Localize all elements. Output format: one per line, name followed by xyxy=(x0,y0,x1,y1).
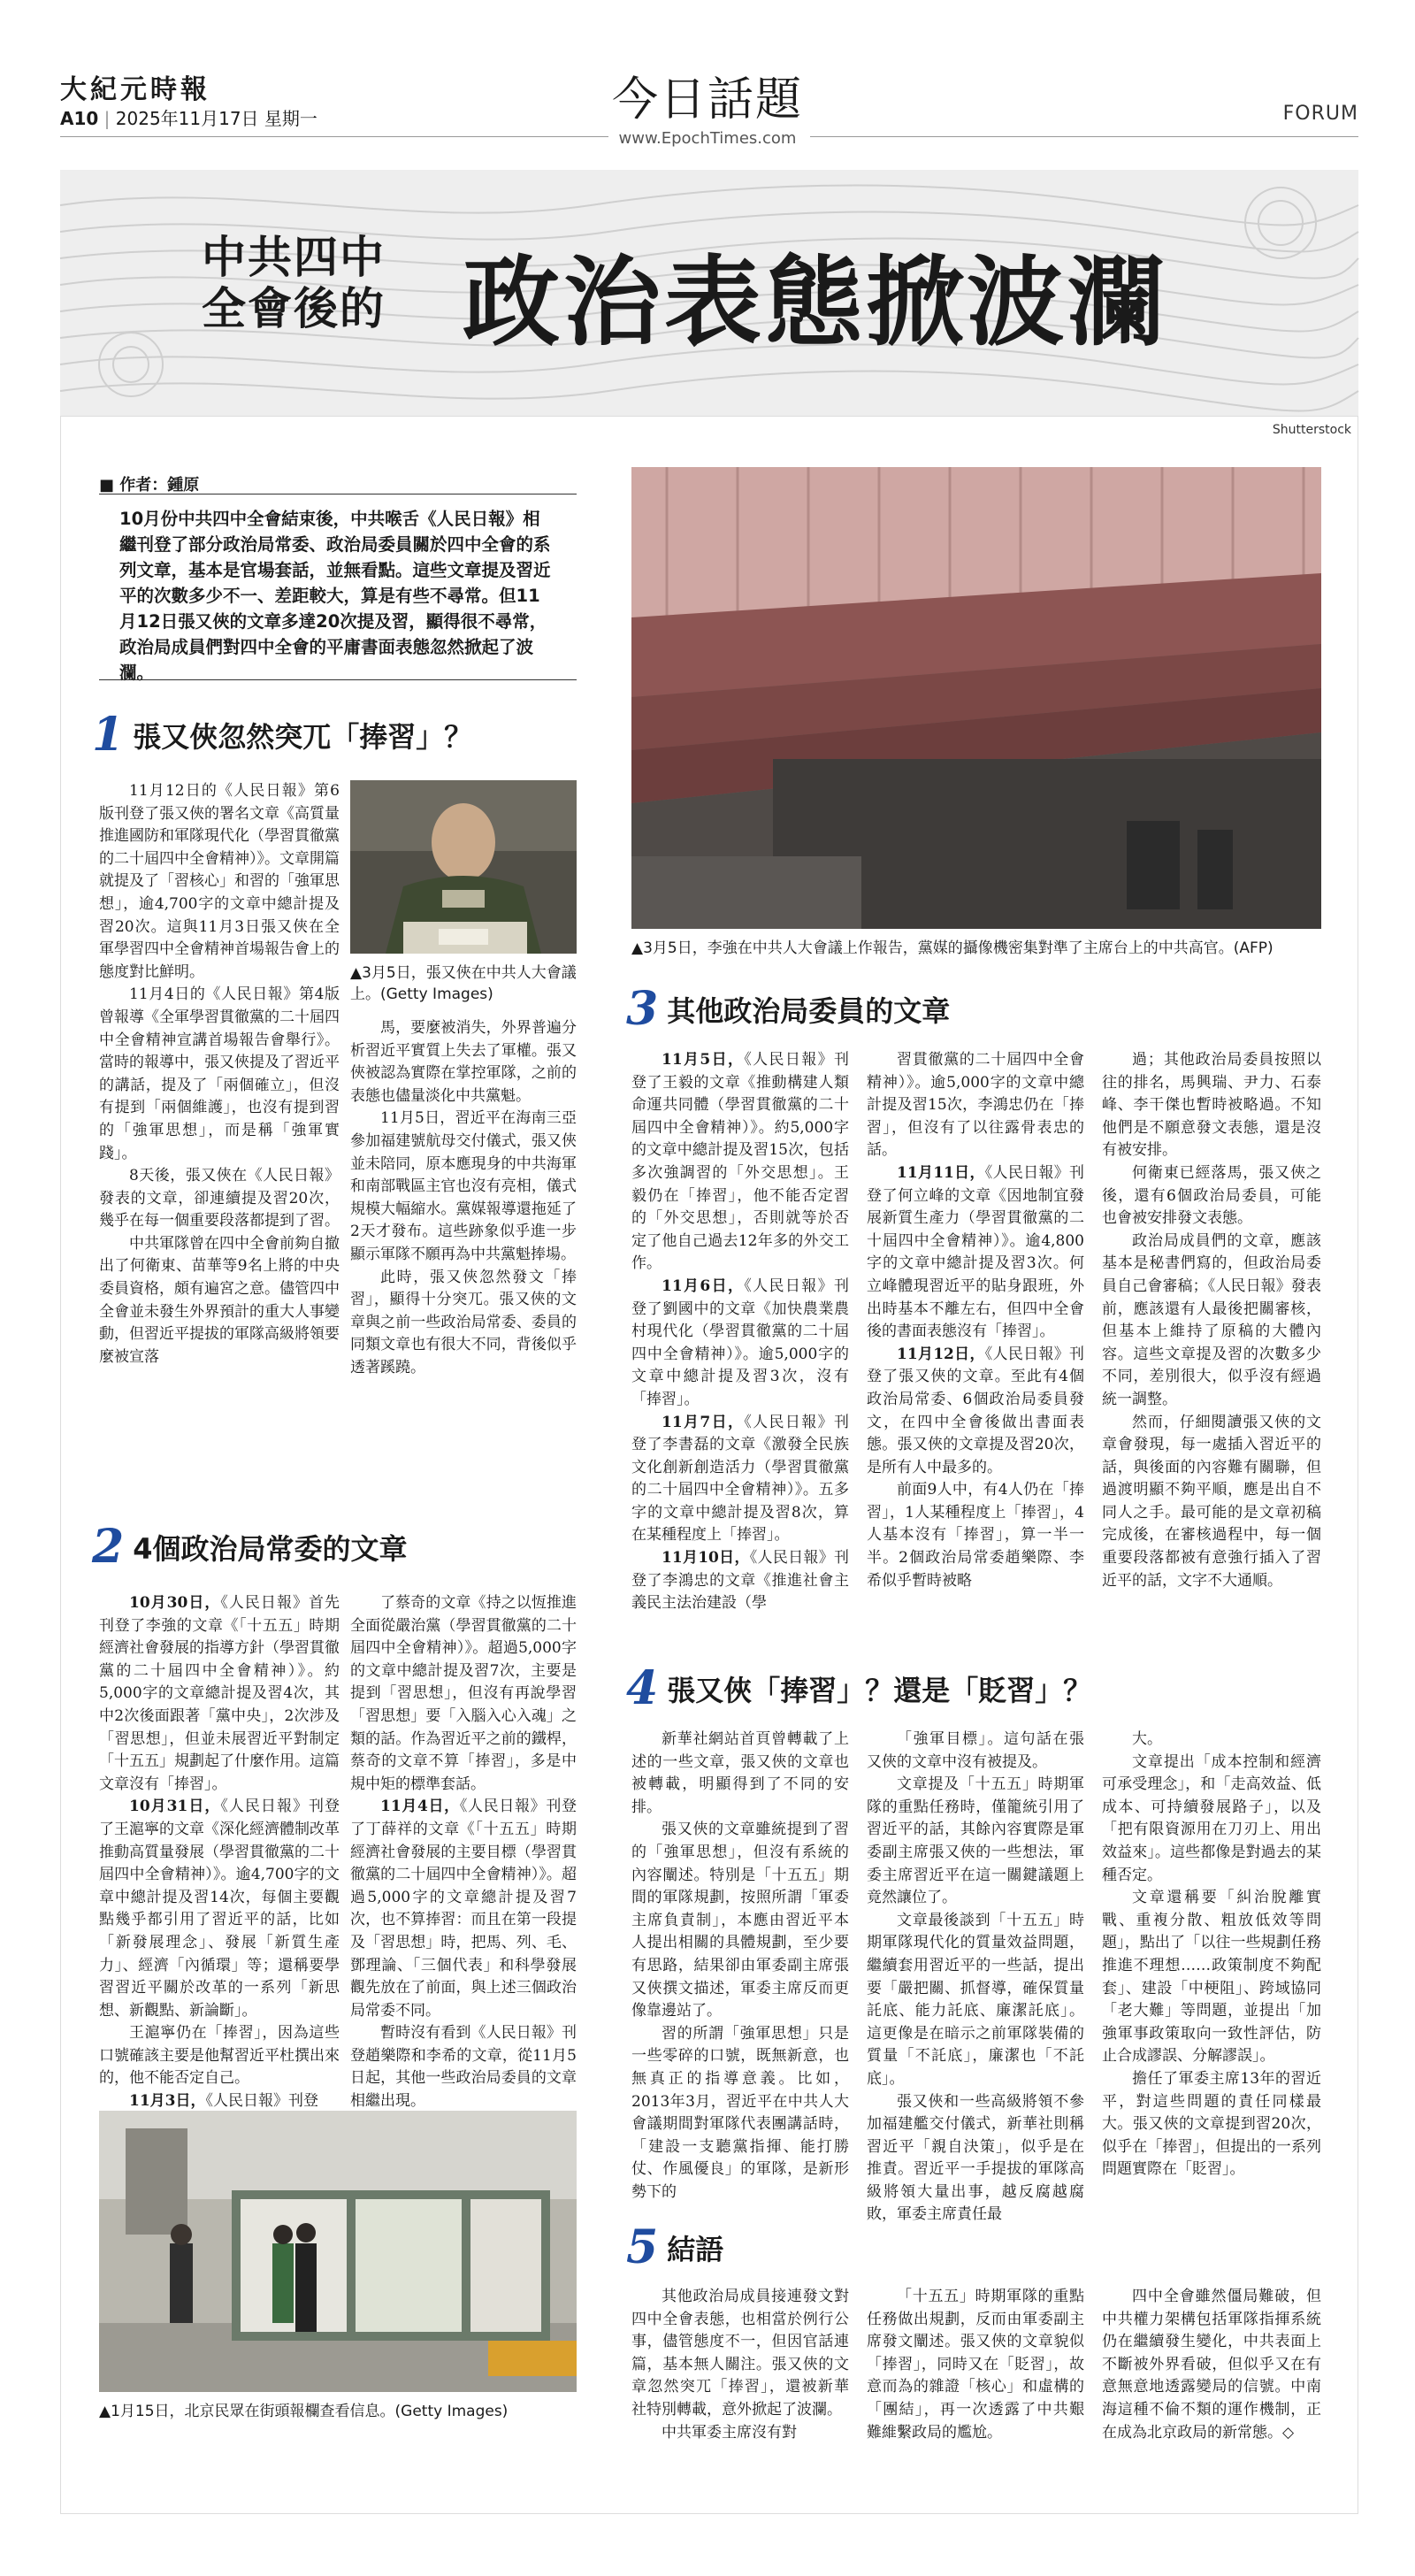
banner-credit: Shutterstock xyxy=(1272,423,1351,437)
paragraph: 前面9人中，有4人仍在「捧習」，1人某種程度上「捧習」，4人基本沒有「捧習」，算一半一半。2個政治局常委趙樂際、李希似乎暫時被略 xyxy=(867,1481,1084,1590)
paragraph: 其他政治局成員接連發文對四中全會表態，也相當於例行公事，儘管態度不一，但因官話連篇，基本無人關注。張又俠的文章忽然突兀「捧習」，還被新華社特別轉載，意外掀起了波瀾。 xyxy=(631,2288,849,2419)
section-1-title: 張又俠忽然突兀「捧習」？ xyxy=(133,720,473,754)
paragraph: 何衛東已經落馬，張又俠之後，還有6個政治局委員，可能也會被安排發文表態。 xyxy=(1102,1163,1321,1228)
photo-news-board xyxy=(99,2111,577,2392)
section-label-forum: FORUM xyxy=(1282,103,1358,125)
section-5-column-1 xyxy=(631,2286,849,2498)
photo-3-caption: ▲3月5日，李強在中共人大會議上作報告，黨媒的攝像機密集對準了主席台上的中共高官。(AFP) xyxy=(631,939,1274,957)
paragraph: 擔任了軍委主席13年的習近平，對這些問題的責任同樣最大。張又俠的文章提到習20次，似乎在「捧習」，但提出的一系列問題實際在「貶習」。 xyxy=(1102,2069,1321,2179)
section-1-column-2 xyxy=(350,1017,577,1507)
section-5-heading xyxy=(626,2220,723,2274)
website-url[interactable]: www.EpochTimes.com xyxy=(618,129,797,148)
section-4-heading xyxy=(626,1661,1091,1715)
paragraph: 「十五五」時期軍隊的重點任務做出規劃，反而由軍委副主席發文闡述。張又俠的文章貌似「捧習」，同時又在「貶習」，故意而為的雜證「核心」和虛構的「團結」，再一次透露了中共艱難維繫政局的尷尬。 xyxy=(867,2288,1084,2442)
paragraph: 文章提出「成本控制和經濟可承受理念」，和「走高效益、低成本、可持續發展路子」，以及「把有限資源用在刀刃上、用出效益來」。這些都像是對過去的某種否定。 xyxy=(1102,1752,1321,1884)
paragraph: 11月6日，《人民日報》刊登了劉國中的文章《加快農業農村現代化（學習貫徹黨的二十屆四中全會精神）》。逾5,000字的文章中總計提及習3次，沒有「捧習」。 xyxy=(631,1276,849,1408)
paragraph: 中共軍委主席沒有對 xyxy=(662,2423,797,2442)
paragraph: 文章最後談到「十五五」時期軍隊現代化的質量效益問題，繼續套用習近平的一些話，提出要「嚴把關、抓督導，確保質量託底、能力託底、廉潔託底」。這更像是在暗示之前軍隊裝備的質量「不託底」，廉潔也「不託底」。 xyxy=(867,1911,1084,2088)
section-5-column-3 xyxy=(1102,2286,1321,2498)
paragraph: 習的所謂「強軍思想」只是一些零碎的口號，既無新意，也無真正的指導意義。比如，2013年3月，習近平在中共人大會議期間對軍隊代表團講話時，「建設一支聽黨指揮、能打勝仗、作風優良」的軍隊，是新形勢下的 xyxy=(631,2024,849,2201)
section-3-heading xyxy=(626,982,950,1036)
paragraph: 8天後，張又俠在《人民日報》發表的文章，卻連續提及習20次，幾乎在每一個重要段落都提到了習。 xyxy=(99,1167,340,1230)
paragraph: 大。 xyxy=(1132,1730,1162,1748)
paragraph: 「強軍目標」。這句話在張又俠的文章中沒有被提及。 xyxy=(867,1730,1084,1771)
section-3-title: 其他政治局委員的文章 xyxy=(667,994,951,1028)
photo-2-caption: ▲1月15日，北京民眾在街頭報欄查看信息。(Getty Images) xyxy=(99,2403,509,2420)
paragraph: 11月5日，習近平在海南三亞參加福建號航母交付儀式，張又俠並未陪同，原本應現身的中共海軍和南部戰區主官也沒有亮相，儀式規模大幅縮水。黨媒報導還拖延了2天才發布。這些跡象似乎進一步顯示軍隊不願再為中共黨魁捧場。 xyxy=(350,1109,577,1263)
section-5-column-2 xyxy=(867,2286,1084,2498)
section-4-title: 張又俠「捧習」？還是「貶習」？ xyxy=(667,1674,1092,1707)
paragraph: 然而，仔細閱讀張又俠的文章會發現，每一處插入習近平的話，與後面的內容難有關聯，但過渡明顯不夠平順，應是出自不同人之手。最可能的是文章初稿完成後，在審核過程中，每一個重要段落都被有意強行插入了習近平的話，文字不大通順。 xyxy=(1102,1413,1321,1590)
section-2-column-2 xyxy=(350,1592,577,2111)
paragraph: 11月10日，《人民日報》刊登了李鴻忠的文章《推進社會主義民主法治建設（學 xyxy=(631,1549,849,1613)
lead-rule xyxy=(99,679,577,680)
page-number: A10 xyxy=(60,108,99,129)
paragraph: 10月31日，《人民日報》刊登了王滬寧的文章《深化經濟體制改革 推動高質量發展（學習貫徹黨的二十屆四中全會精神）》。逾4,700字的文章中總計提及習14次，每個主要觀點幾乎都引用了習近平的話，比如「新發展理念」、發展「新質生產力」、經濟「內循環」等；還稱要學習習近平關於改革的一系列「新思想、新觀點、新論斷」。 xyxy=(99,1798,340,2020)
paragraph: 11月5日，《人民日報》刊登了王毅的文章《推動構建人類命運共同體（學習貫徹黨的二十屆四中全會精神）》。約5,000字的文章中總計提及習15次，包括多次強調習的「外交思想」。王毅仍在「捧習」，他不能否定習的「外交思想」，否則就等於否定了他自己過去12年多的外交工作。 xyxy=(631,1051,849,1273)
page-info: A10 | 2025年11月17日 星期一 xyxy=(60,108,317,129)
paragraph: 暫時沒有看到《人民日報》刊登趙樂際和李希的文章，從11月5日起，其他一些政治局委員的文章相繼出現。 xyxy=(350,2024,577,2111)
header-rule-right xyxy=(810,136,1358,137)
section-3-number: 3 xyxy=(626,982,659,1036)
section-2-column-1 xyxy=(99,1592,340,2111)
photo-zhang-youxia xyxy=(350,780,577,954)
section-1-column-1 xyxy=(99,780,340,1507)
headline-banner xyxy=(60,170,1358,416)
paragraph: 文章提及「十五五」時期軍隊的重點任務時，僅籠統引用了習近平的話，其餘內容實際是軍委副主席張又俠的一些想法，軍委主席習近平在這一關鍵議題上竟然讓位了。 xyxy=(867,1775,1084,1907)
paragraph: 過；其他政治局委員按照以往的排名，馬興瑞、尹力、石泰峰、李干傑也暫時被略過。不知他們是不願意發文表態，還是沒有被安排。 xyxy=(1102,1051,1321,1160)
paragraph: 張又俠的文章雖統提到了習的「強軍思想」，但沒有系統的內容闡述。特別是「十五五」期間的軍隊規劃，按照所謂「軍委主席負責制」，本應由習近平本人提出相關的具體規劃，至少要有思路，結果卻由軍委副主席張又俠撰文描述，軍委主席反而更像靠邊站了。 xyxy=(631,1821,849,2020)
headline-main: 政治表態掀波瀾 xyxy=(463,246,1168,359)
headline-prefix-line2: 全會後的 xyxy=(202,283,386,334)
author-byline: ■ 作者：鍾原 xyxy=(99,476,200,494)
masthead-logo: 大紀元時報 xyxy=(60,74,210,105)
paragraph: 新華社網站首頁曾轉載了上述的一些文章，張又俠的文章也被轉載，明顯得到了不同的安排。 xyxy=(631,1730,849,1816)
section-2-number: 2 xyxy=(92,1520,125,1574)
paragraph: 馬，要麼被消失，外界普遍分析習近平實質上失去了軍權。張又俠被認為實際在掌控軍隊，之前的表態也儘量淡化中共黨魁。 xyxy=(350,1019,577,1105)
paragraph: 11月12日的《人民日報》第6版刊登了張又俠的署名文章《高質量推進國防和軍隊現代化（學習貫徹黨的二十屆四中全會精神）》。文章開篇就提及了「習核心」和習的「強軍思想」，逾4,700字的文章中總計提及習20次。這與11月3日張又俠在全軍學習四中全會精神首場報告會上的態度對比鮮明。 xyxy=(99,782,340,981)
paragraph: 11月4日，《人民日報》刊登了丁薛祥的文章《「十五五」時期經濟社會發展的主要目標（學習貫徹黨的二十屆四中全會精神）》。超過5,000字的文章總計提及習7次，也不算捧習：而且在第一段提及「習思想」時，把馬、列、毛、鄧理論、「三個代表」和科學發展觀先放在了前面，與上述三個政治局常委不同。 xyxy=(350,1798,577,2020)
section-4-column-3 xyxy=(1102,1729,1321,2212)
paragraph: 11月3日，《人民日報》刊登 xyxy=(129,2092,318,2111)
paragraph: 11月12日，《人民日報》刊登了張又俠的文章。至此有4個政治局常委、6個政治局委員發文，在四中全會後做出書面表態。張又俠的文章提及習20次，是所有人中最多的。 xyxy=(867,1345,1084,1476)
section-title: 今日話題 xyxy=(611,73,803,126)
paragraph: 11月7日，《人民日報》刊登了李書磊的文章《激發全民族文化創新創造活力（學習貫徹黨的二十屆四中全會精神）》。五多字的文章中總計提及習8次，算在某種程度上「捧習」。 xyxy=(631,1413,849,1545)
section-5-title: 結語 xyxy=(667,2233,724,2266)
paragraph: 王滬寧仍在「捧習」，因為這些口號確該主要是他幫習近平杜撰出來的，他不能否定自己。 xyxy=(99,2024,340,2088)
paragraph: 習貫徹黨的二十屆四中全會精神）》。逾5,000字的文章中總計提及習15次，李鴻忠仍在「捧習」，但沒有了以往露骨表忠的話。 xyxy=(867,1051,1084,1160)
paragraph: 政治局成員們的文章，應該基本是秘書們寫的，但政治局委員自己會審稿；《人民日報》發表前，應該還有人最後把關審核，但基本上維持了原稿的大體內容。這些文章提及習的次數多少不同，差別很大，似乎沒有經過統一調整。 xyxy=(1102,1231,1321,1408)
section-4-column-1 xyxy=(631,1729,849,2212)
issue-date: 2025年11月17日 星期一 xyxy=(115,108,317,129)
headline-prefix xyxy=(202,232,386,334)
paragraph: 10月30日，《人民日報》首先刊登了李強的文章《「十五五」時期經濟社會發展的指導方針（學習貫徹黨的二十屆四中全會精神）》。約5,000字的文章總計提及習4次，其中2次後面跟著「黨中央」，2次涉及「習思想」，但並未展習近平對制定「十五五」規劃起了什麼作用。這篇文章沒有「捧習」。 xyxy=(99,1594,340,1793)
paragraph: 文章還稱要「糾治脫離實戰、重複分散、粗放低效等問題」，點出了「以往一些規劃任務推進不理想……政策制度不夠配套」、建設「中梗阻」、跨域協同「老大難」等問題，並提出「加強軍事政策取向一致性評估，防止合成謬誤、分解謬誤」。 xyxy=(1102,1889,1321,2066)
photo-1-caption: ▲3月5日，張又俠在中共人大會議上。(Getty Images) xyxy=(350,964,577,1003)
header-rule-left xyxy=(60,136,608,137)
section-2-title: 4個政治局常委的文章 xyxy=(133,1532,408,1566)
paragraph: 此時，張又俠忽然發文「捧習」，顯得十分突兀。張又俠的文章與之前一些政治局常委、委員的同類文章也有很大不同，背後似乎透著蹊蹺。 xyxy=(350,1268,577,1376)
paragraph: 四中全會雖然僵局難破，但中共權力架構包括軍隊指揮系統仍在繼續發生變化，中共表面上不斷被外界看破，但似乎又在有意無意地透露變局的信號。中南海這種不倫不類的運作機制，正在成為北京政局的新常態。◇ xyxy=(1102,2288,1321,2442)
section-3-column-3 xyxy=(1102,1049,1321,1647)
paragraph: 11月4日的《人民日報》第4版曾報導《全軍學習貫徹黨的二十屆四中全會精神宣講首場報告會舉行》。當時的報導中，張又俠提及了習近平的講話，提及了「兩個確立」，但沒有提到「兩個維護」，也沒有提到習的「強軍思想」，而是稱「強軍實踐」。 xyxy=(99,985,340,1162)
section-1-number: 1 xyxy=(92,708,125,762)
section-4-number: 4 xyxy=(626,1661,659,1715)
article-lead: 10月份中共四中全會結束後，中共喉舌《人民日報》相繼刊登了部分政治局常委、政治局委員關於四中全會的系列文章，基本是官場套話，並無看點。這些文章提及習近平的次數多少不一、差距較大，算是有些不尋常。但11月12日張又俠的文章多達20次提及習，顯得很不尋常，政治局成員們對四中全會的平庸書面表態忽然掀起了波瀾。 xyxy=(119,509,551,683)
paragraph: 中共軍隊曾在四中全會前夠自撤出了何衛東、苗華等9名上將的中央委員資格，頗有遍宮之意。儘管四中全會並未發生外界預計的重大人事變動，但習近平提拔的軍隊高級將領要麼被宣落 xyxy=(99,1234,340,1366)
paragraph: 張又俠和一些高級將領不參加福建艦交付儀式，新華社則稱習近平「親自決策」，似乎是在推責。習近平一手提拔的軍隊高級將領大量出事，越反腐越腐敗，軍委主席責任最 xyxy=(867,2092,1084,2224)
paragraph: 11月11日，《人民日報》刊登了何立峰的文章《因地制宜發展新質生產力（學習貫徹黨的二十屆四中全會精神）》。逾4,800字的文章中總計提及習3次。何立峰體現習近平的貼身跟班，外出時基本不離左右，但四中全會後的書面表態沒有「捧習」。 xyxy=(867,1163,1084,1341)
section-5-number: 5 xyxy=(626,2220,659,2274)
section-2-heading xyxy=(92,1520,407,1574)
photo-congress-hall xyxy=(631,467,1321,929)
section-3-column-2 xyxy=(867,1049,1084,1647)
section-4-column-2 xyxy=(867,1729,1084,2224)
paragraph: 了蔡奇的文章《持之以恆推進全面從嚴治黨（學習貫徹黨的二十屆四中全會精神）》。超過5,000字的文章中總計提及習7次，主要是提到「習思想」，但沒有再說學習「習思想」要「入腦入心入魂」之類的話。作為習近平之前的鐵桿，蔡奇的文章不算「捧習」，多是中規中矩的標準套話。 xyxy=(350,1594,577,1793)
section-1-heading xyxy=(92,708,472,762)
section-3-column-1 xyxy=(631,1049,849,1647)
headline-prefix-line1: 中共四中 xyxy=(202,232,386,283)
